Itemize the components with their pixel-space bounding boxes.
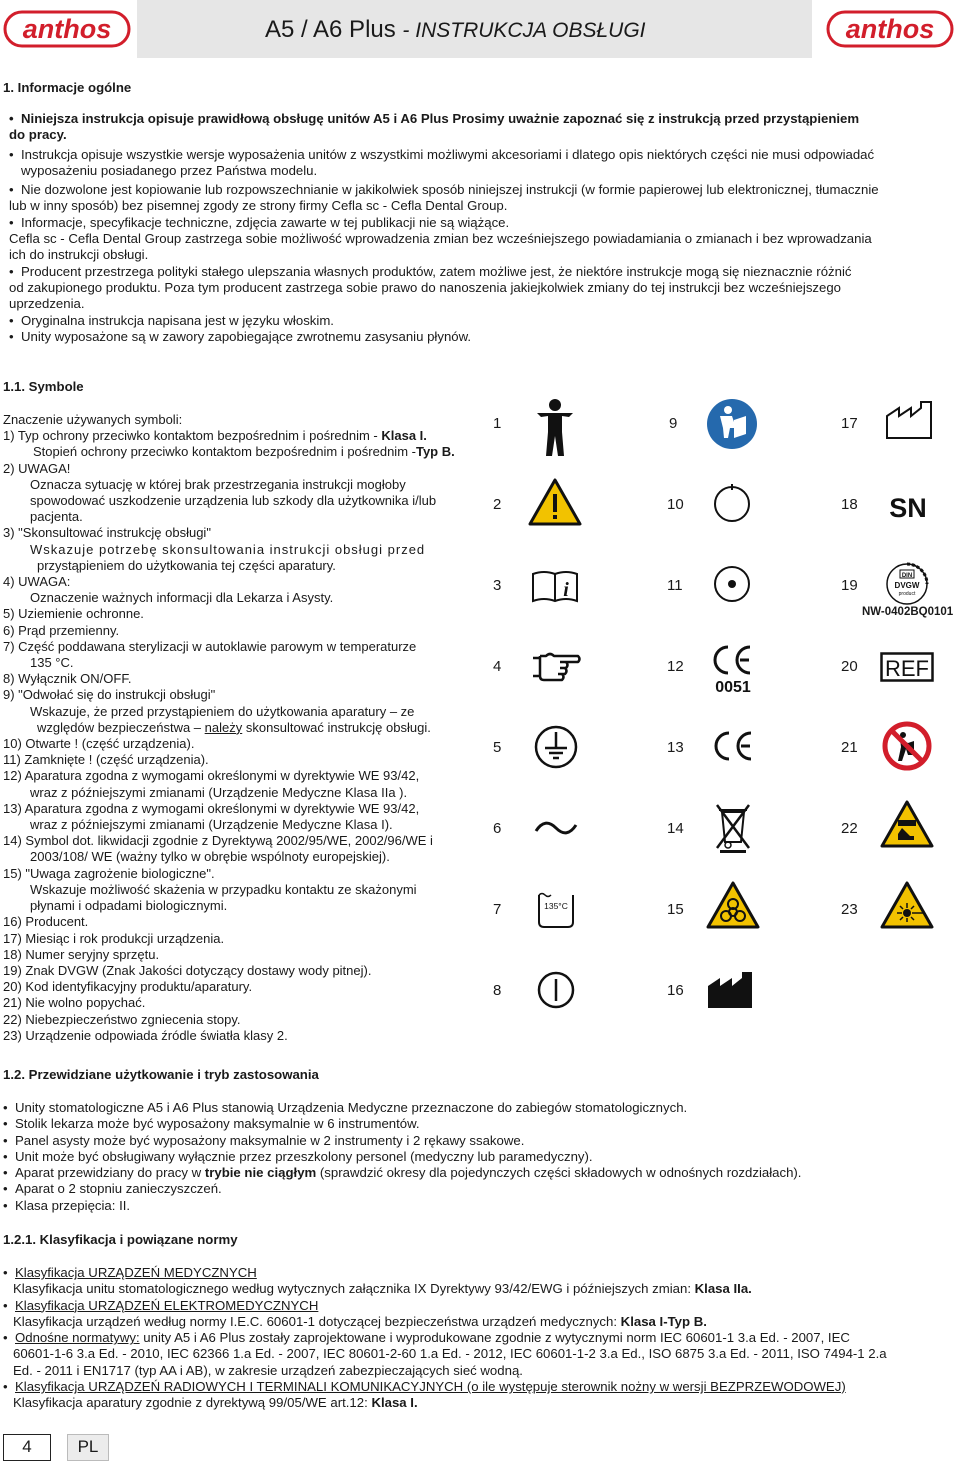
paragraph-line: • Klasa przepięcia: II. [3, 1198, 947, 1214]
symbol-number: 6 [493, 820, 502, 837]
page-number: 4 [3, 1434, 51, 1461]
symbol-number: 11 [667, 577, 683, 594]
legend-line: 18) Numer seryjny sprzętu. [3, 946, 160, 962]
legend-line: 4) UWAGA: [3, 574, 71, 590]
paragraph-line: 60601-1-6 3.a Ed. - 2010, IEC 62366 1.a Ed. - 2007, IEC 80601-2-60 1.a Ed. - 2012, IEC 60601-1-2 3.a Ed., ISO 6875 3.a Ed. - 2011, ISO 7494-1 2.a [13, 1346, 887, 1362]
legend-line: 23) Urządzenie odpowiada źródle światła klasy 2. [3, 1027, 288, 1043]
ce-mark-0051-icon [708, 643, 758, 695]
legend-line: Oznacza sytuację w której brak przestrzegania instrukcji mogłoby [30, 476, 406, 492]
paragraph-line: Klasyfikacja urządzeń według normy I.E.C. 60601-1 dotyczącej bezpieczeństwa urządzeń medycznych: Klasa I-Typ B. [13, 1313, 707, 1329]
alternating-current-icon [533, 815, 579, 841]
symbol-number: 5 [493, 739, 502, 756]
legend-line: 14) Symbol dot. likwidacji zgodnie z Dyrektywą 2002/95/WE, 2002/96/WE i [3, 833, 433, 849]
paragraph-line: uprzedzenia. [9, 296, 85, 312]
legend-line: 17) Miesiąc i rok produkcji urządzenia. [3, 930, 225, 946]
legend-line: wraz z późniejszymi zmianami (Urządzenie Medyczne Klasa I). [30, 817, 393, 833]
weee-bin-icon [714, 802, 752, 854]
biohazard-warning-icon [706, 881, 760, 929]
paragraph-line: • Aparat przewidziany do pracy w trybie nie ciągłym (sprawdzić okresy dla pojedynczych części składowych w odnośnych rozdziałach). [3, 1165, 947, 1181]
legend-line: 9) "Odwołać się do instrukcji obsługi" [3, 687, 216, 703]
legend-line: 12) Aparatura zgodna z wymogami określonymi w dyrektywie WE 93/42, [3, 768, 420, 784]
legend-line: 135 °C. [30, 655, 74, 671]
legend-line: 2003/108/ WE (ważny tylko w obrębie wspólnoty europejskiej). [30, 849, 390, 865]
legend-line: pacjenta. [30, 509, 83, 525]
section-1-1-heading: 1.1. Symbole [3, 379, 84, 394]
no-pushing-icon [882, 721, 932, 771]
symbol-number: 10 [667, 496, 684, 513]
open-circle-icon [712, 484, 752, 524]
legend-line: 2) UWAGA! [3, 460, 71, 476]
symbol-number: 7 [493, 901, 502, 918]
section-1-2-heading: 1.2. Przewidziane użytkowanie i tryb zastosowania [3, 1067, 319, 1082]
legend-line: 21) Nie wolno popychać. [3, 995, 146, 1011]
legend-line: 11) Zamknięte ! (część urządzenia). [3, 752, 209, 768]
sn-text: SN [889, 493, 927, 522]
legend-line: 10) Otwarte ! (część urządzenia). [3, 736, 195, 752]
paragraph-line: • Instrukcja opisuje wszystkie wersje wyposażenia unitów z wszystkimi możliwymi akcesoriami i dlatego opis niektórych części nie musi odpowiadać [9, 147, 953, 163]
symbol-number: 20 [841, 658, 858, 675]
legend-line: Wskazuje możliwość skażenia w przypadku kontaktu ze skażonymi [30, 881, 417, 897]
symbol-legend-list [3, 412, 481, 1044]
symbol-number: 23 [841, 901, 858, 918]
svg-text:i: i [563, 579, 569, 601]
legend-line: Wskazuje, że przed przystąpieniem do użytkowania aparatury – ze [30, 703, 415, 719]
legend-line: 7) Część poddawana sterylizacji w autoklawie parowym w temperaturze [3, 638, 417, 654]
legend-line: 16) Producent. [3, 914, 89, 930]
symbol-number: 14 [667, 820, 684, 837]
document-title [265, 16, 646, 44]
paragraph-line: od zakupionego produktu. Poza tym producent zastrzega sobie prawo do nanoszenia jakiejkolwiek zmiany do tej instrukcji bez wcześniejszego [9, 279, 842, 295]
legend-line: 5) Uziemienie ochronne. [3, 606, 144, 622]
legend-line: wraz z późniejszymi zmianami (Urządzenie Medyczne Klasa IIa ). [30, 784, 408, 800]
symbol-number: 8 [493, 982, 502, 999]
paragraph-line: wyposażeniu posiadanego przez Państwa modelu. [21, 162, 318, 178]
paragraph-line: • Klasyfikacja URZĄDZEŃ MEDYCZNYCH [3, 1265, 947, 1281]
paragraph-line: • Niniejsza instrukcja opisuje prawidłową obsługę unitów A5 i A6 Plus Prosimy uważnie zapoznać się z instrukcją przed przystąpieniem [9, 111, 953, 127]
anthos-logo-right [826, 10, 954, 48]
paragraph-line: • Informacje, specyfikacje techniczne, zdjęcia zawarte w tej publikacji nie są wiążące. [9, 215, 953, 231]
pointing-hand-icon [530, 650, 582, 684]
legend-line: 13) Aparatura zgodna z wymogami określonymi w dyrektywie WE 93/42, [3, 800, 420, 816]
legend-line: Oznaczenie ważnych informacji dla Lekarza i Asysty. [30, 590, 334, 606]
paragraph-line: Klasyfikacja unitu stomatologicznego według wytycznych załącznika IX Dyrektywy 93/42/EWG i późniejszych zmian: Klasa IIa. [13, 1281, 752, 1297]
manufacture-date-icon [885, 400, 935, 440]
dvgw-code-text: NW-0402BQ0101 [862, 606, 954, 618]
paragraph-line: • Aparat o 2 stopniu zanieczyszczeń. [3, 1181, 947, 1197]
dvgw-mark-icon [880, 562, 934, 606]
symbol-number: 21 [841, 739, 858, 756]
paragraph-line: • Klasyfikacja URZĄDZEŃ RADIOWYCH I TERMINALI KOMUNIKACYJNYCH (o ile występuje sterownik nożny w wersji BEZPRZEWODOWEJ) [3, 1379, 947, 1395]
paragraph-line: Cefla sc - Cefla Dental Group zastrzega sobie możliwość wprowadzenia zmian bez wcześniejszego powiadamiania o zmianach i bez wprowadzania [9, 231, 872, 247]
paragraph-line: • Nie dozwolone jest kopiowanie lub rozpowszechnianie w jakikolwiek sposób niniejszej instrukcji (w formie papierowej lub elektronicznej, tłumacznie [9, 182, 953, 198]
dvgw-text: DVGW [894, 581, 920, 590]
manufacturer-icon [706, 970, 756, 1010]
section-1-body [9, 111, 953, 345]
ce-code-text: 0051 [715, 679, 751, 695]
logo-text: anthos [22, 14, 112, 44]
legend-line: Wskazuje potrzebę skonsultowania instrukcji obsługi przed [30, 541, 426, 557]
logo-text: anthos [845, 14, 935, 44]
serial-number-icon [886, 492, 930, 522]
title-subtitle: - INSTRUKCJA OBSŁUGI [402, 19, 646, 42]
symbol-number: 3 [493, 577, 502, 594]
section-1-2-1-body [3, 1265, 947, 1412]
language-code: PL [67, 1434, 109, 1461]
legend-line: 19) Znak DVGW (Znak Jakości dotyczący dostawy wody pitnej). [3, 962, 372, 978]
paragraph-line: • Panel asysty może być wyposażony maksymalnie w 2 instrumenty i 2 rękawy ssakowe. [3, 1133, 947, 1149]
symbol-number: 2 [493, 496, 502, 513]
legend-line: względów bezpieczeństwa – należy skonsultować instrukcję obsługi. [37, 719, 431, 735]
paragraph-line: Klasyfikacja aparatury zgodnie z dyrektywą 99/05/WE art.12: Klasa I. [13, 1395, 418, 1411]
symbol-number: 17 [841, 415, 858, 432]
legend-line: spowodować uszkodzenie urządzenia lub szkody dla użytkownika i/lub [30, 493, 437, 509]
legend-line: 3) "Skonsultować instrukcję obsługi" [3, 525, 211, 541]
symbol-number: 4 [493, 658, 502, 675]
paragraph-line: • Oryginalna instrukcja napisana jest w języku włoskim. [9, 313, 953, 329]
section-1-2-1-heading: 1.2.1. Klasyfikacja i powiązane normy [3, 1232, 238, 1247]
ref-text: REF [885, 656, 929, 681]
legend-line: Stopień ochrony przeciwko kontaktom bezpośrednim i pośrednim -Typ B. [33, 444, 455, 460]
legend-line: 15) "Uwaga zagrożenie biologiczne". [3, 865, 215, 881]
ce-mark-icon [710, 731, 756, 761]
symbol-number: 12 [667, 658, 684, 675]
paragraph-line: • Klasyfikacja URZĄDZEŃ ELEKTROMEDYCZNYCH [3, 1298, 947, 1314]
symbol-number: 1 [493, 415, 502, 432]
protective-earth-icon [533, 724, 579, 770]
paragraph-line: Ed. - 2011 i EN1717 (typ AA i AB), w zakresie urządzeń zabezpieczających sieć wodną. [13, 1362, 523, 1378]
symbol-number: 22 [841, 820, 858, 837]
symbol-number: 13 [667, 739, 684, 756]
paragraph-line: • Stolik lekarza może być wyposażony maksymalnie w 6 instrumentów. [3, 1116, 947, 1132]
paragraph-line: ich do instrukcji obsługi. [9, 247, 149, 263]
legend-line: 8) Wyłącznik ON/OFF. [3, 671, 132, 687]
title-model: A5 / A6 Plus [265, 16, 396, 43]
legend-line: 22) Niebezpieczeństwo zgniecenia stopy. [3, 1011, 241, 1027]
warning-triangle-icon [528, 478, 582, 526]
symbol-number: 15 [667, 901, 684, 918]
on-off-switch-icon [537, 969, 575, 1011]
legend-line: 6) Prąd przemienny. [3, 622, 120, 638]
laser-light-warning-icon [880, 881, 934, 929]
symbol-number: 19 [841, 577, 858, 594]
symbol-number: 9 [669, 415, 678, 432]
legend-line: przystąpieniem do użytkowania tej części aparatury. [37, 557, 336, 573]
section-1-2-body [3, 1100, 947, 1214]
ref-code-icon [880, 652, 934, 682]
paragraph-line: • Unit może być obsługiwany wyłącznie przez przeszkolony personel (medyczny lub paramedyczny). [3, 1149, 947, 1165]
legend-line: 1) Typ ochrony przeciwko kontaktom bezpośrednim i pośrednim - Klasa I. [3, 428, 427, 444]
legend-line: płynami i odpadami biologicznymi. [30, 898, 228, 914]
symbol-number: 18 [841, 496, 858, 513]
legend-line: 20) Kod identyfikacyjny produktu/aparatury. [3, 979, 253, 995]
paragraph-line: lub w inny sposób) bez pisemnej zgody ze strony firmy Cefla sc - Cefla Dental Group. [9, 198, 508, 214]
product-text: product [898, 591, 916, 597]
refer-to-manual-icon [706, 398, 758, 450]
paragraph-line: • Unity stomatologiczne A5 i A6 Plus stanowią Urządzenia Medyczne przeznaczone do zabiegów stomatologicznych. [3, 1100, 947, 1116]
paragraph-line: • Odnośne normatywy: unity A5 i A6 Plus zostały zaprojektowane i wyprodukowane zgodnie z wytycznymi norm IEC 60601-1 3.a Ed. - 2007, IEC [3, 1330, 947, 1346]
paragraph-line: do pracy. [9, 127, 67, 143]
type-b-body-icon [533, 398, 577, 458]
foot-crush-warning-icon [880, 800, 934, 848]
section-1-heading: 1. Informacje ogólne [3, 80, 132, 95]
paragraph-line: • Producent przestrzega polityki stałego ulepszania własnych produktów, zatem możliwe jest, że niektóre instrukcje mogą się nieznacznie różnić [9, 264, 953, 280]
legend-line: Znaczenie używanych symboli: [3, 412, 183, 427]
symbol-number: 16 [667, 982, 684, 999]
consult-instructions-book-icon [530, 568, 580, 604]
din-text: DIN [901, 573, 913, 579]
anthos-logo-left [3, 10, 131, 48]
paragraph-line: • Unity wyposażone są w zawory zapobiegające zwrotnemu zasysaniu płynów. [9, 329, 953, 345]
closed-circle-icon [712, 564, 752, 604]
autoclave-icon [536, 890, 576, 930]
autoclave-temp-text: 135°C [544, 901, 568, 911]
